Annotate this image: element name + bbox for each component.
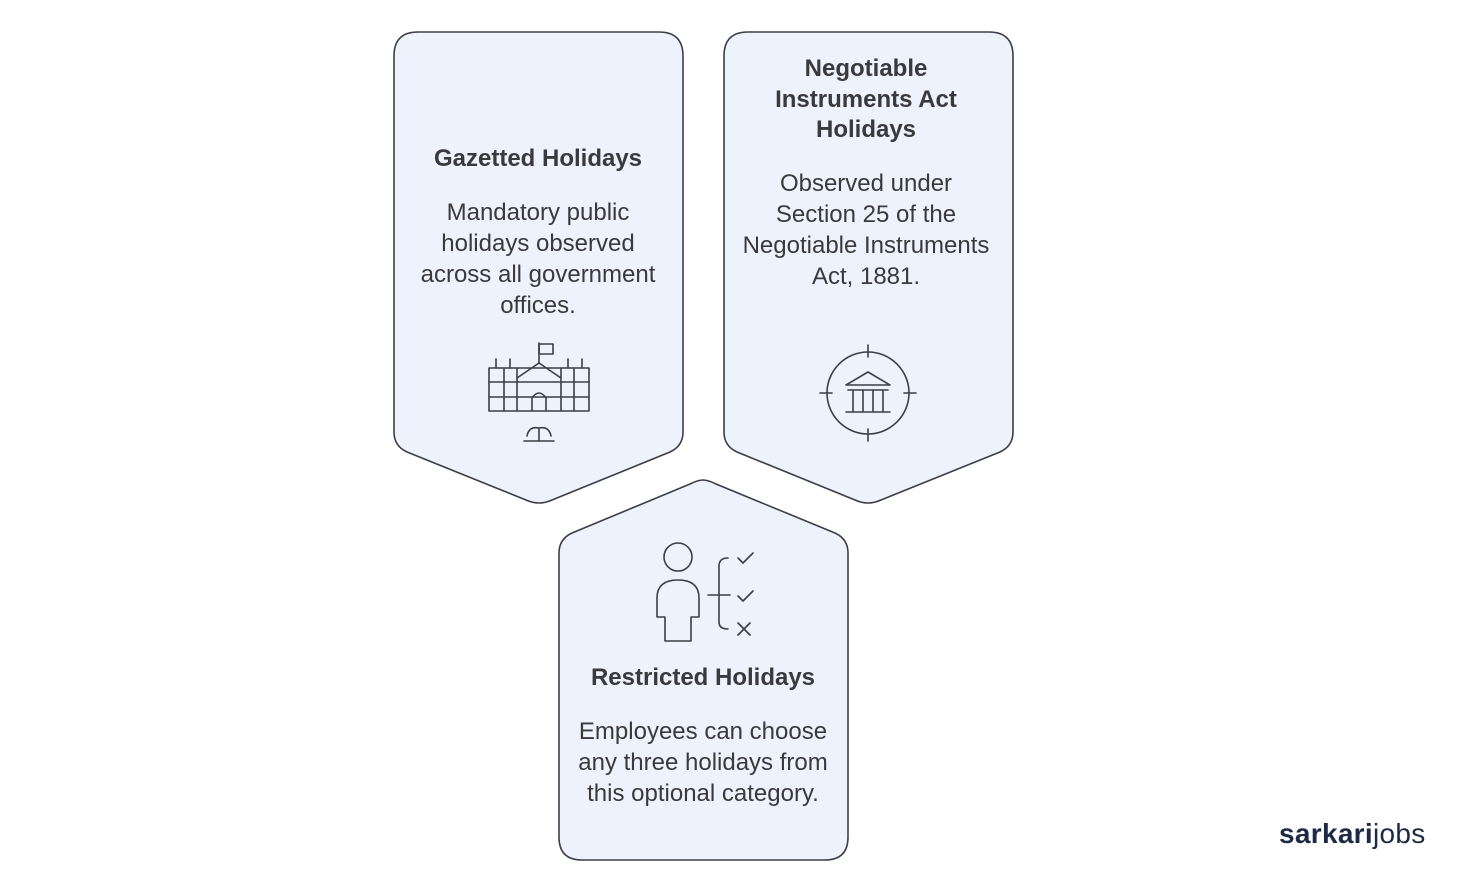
gazetted-card bbox=[412, 144, 664, 321]
brand-bold-part: sarkari bbox=[1279, 818, 1373, 849]
restricted-card bbox=[578, 663, 828, 809]
brand-light-part: jobs bbox=[1372, 818, 1426, 849]
negotiable-description: Observed under Section 25 of the Negotiable Instruments Act, 1881. bbox=[742, 169, 990, 290]
gazetted-description: Mandatory public holidays observed across all government offices. bbox=[420, 198, 656, 319]
negotiable-title: Negotiable Instruments Act Holidays bbox=[775, 55, 957, 143]
restricted-title: Restricted Holidays bbox=[590, 664, 816, 691]
negotiable-card bbox=[742, 54, 990, 292]
gazetted-title: Gazetted Holidays bbox=[433, 145, 643, 172]
brand-logo bbox=[1279, 818, 1426, 850]
restricted-description: Employees can choose any three holidays from this optional category. bbox=[578, 717, 828, 807]
